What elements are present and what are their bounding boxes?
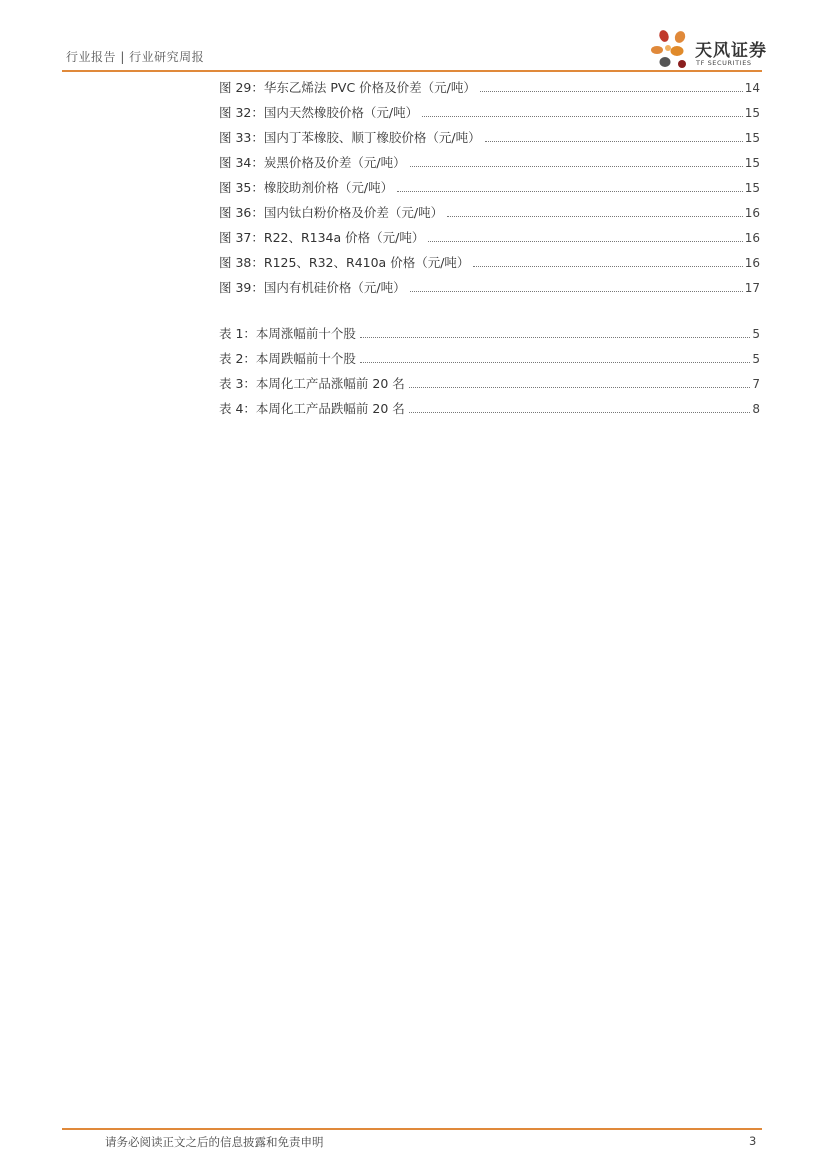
toc-entry-label: 表 3：本周化工产品涨幅前 20 名: [219, 376, 405, 391]
toc-entry-label: 图 37：R22、R134a 价格（元/吨）: [219, 230, 425, 245]
toc-leader-dots: [473, 265, 742, 267]
header-divider: [62, 70, 762, 72]
toc-entry-label: 图 34：炭黑价格及价差（元/吨）: [219, 155, 406, 170]
toc-leader-dots: [447, 215, 743, 217]
toc-entry-figure[interactable]: [219, 228, 760, 246]
toc-entry-figure[interactable]: [219, 278, 760, 296]
toc-entry-label: 图 33：国内丁苯橡胶、顺丁橡胶价格（元/吨）: [219, 130, 481, 145]
toc-leader-dots: [409, 411, 751, 413]
footer-disclaimer: 请务必阅读正文之后的信息披露和免责申明: [105, 1135, 324, 1149]
toc-leader-dots: [480, 90, 743, 92]
toc-entry-page: 14: [744, 81, 760, 95]
header-title: 行业报告 | 行业研究周报: [66, 50, 205, 64]
toc-entry-figure[interactable]: [219, 253, 760, 271]
toc-entry-table[interactable]: [219, 399, 760, 417]
toc-entry-label: 图 29：华东乙烯法 PVC 价格及价差（元/吨）: [219, 80, 476, 95]
toc-entry-page: 16: [744, 231, 760, 245]
toc-entry-label: 表 1：本周涨幅前十个股: [219, 326, 356, 341]
toc-entry-page: 15: [744, 131, 760, 145]
toc-leader-dots: [428, 240, 742, 242]
toc-leader-dots: [360, 361, 750, 363]
footer-divider: [62, 1128, 762, 1130]
toc-leader-dots: [397, 190, 743, 192]
toc-entry-page: 7: [752, 377, 760, 391]
logo-flower-icon: [650, 28, 695, 72]
toc-leader-dots: [360, 336, 750, 338]
toc-leader-dots: [485, 140, 743, 142]
toc-entry-table[interactable]: [219, 349, 760, 367]
toc-entry-label: 图 35：橡胶助剂价格（元/吨）: [219, 180, 394, 195]
toc-entry-page: 16: [744, 206, 760, 220]
logo-subtitle: TF SECURITIES: [696, 59, 752, 67]
toc-entry-table[interactable]: [219, 374, 760, 392]
toc-entry-page: 15: [744, 106, 760, 120]
toc-entry-page: 16: [744, 256, 760, 270]
toc-entry-page: 17: [744, 281, 760, 295]
toc-leader-dots: [410, 290, 743, 292]
toc-entry-label: 图 38：R125、R32、R410a 价格（元/吨）: [219, 255, 470, 270]
toc-entry-page: 15: [744, 181, 760, 195]
toc-entry-label: 图 39：国内有机硅价格（元/吨）: [219, 280, 406, 295]
toc-entry-figure[interactable]: [219, 78, 760, 96]
toc-entry-page: 5: [752, 327, 760, 341]
toc-entry-figure[interactable]: [219, 153, 760, 171]
toc-entry-figure[interactable]: [219, 103, 760, 121]
toc-entry-page: 15: [744, 156, 760, 170]
toc-leader-dots: [409, 386, 751, 388]
toc-entry-page: 8: [752, 402, 760, 416]
toc-leader-dots: [422, 115, 743, 117]
toc-entry-page: 5: [752, 352, 760, 366]
toc-entry-label: 表 4：本周化工产品跌幅前 20 名: [219, 401, 405, 416]
company-logo: [650, 28, 765, 72]
toc-entry-figure[interactable]: [219, 178, 760, 196]
toc-entry-label: 图 32：国内天然橡胶价格（元/吨）: [219, 105, 419, 120]
toc-leader-dots: [410, 165, 743, 167]
page-number: 3: [749, 1134, 757, 1148]
toc-entry-figure[interactable]: [219, 203, 760, 221]
toc-entry-label: 图 36：国内钛白粉价格及价差（元/吨）: [219, 205, 444, 220]
toc-entry-figure[interactable]: [219, 128, 760, 146]
toc-entry-table[interactable]: [219, 324, 760, 342]
toc-entry-label: 表 2：本周跌幅前十个股: [219, 351, 356, 366]
logo-name: 天风证券: [695, 41, 767, 61]
